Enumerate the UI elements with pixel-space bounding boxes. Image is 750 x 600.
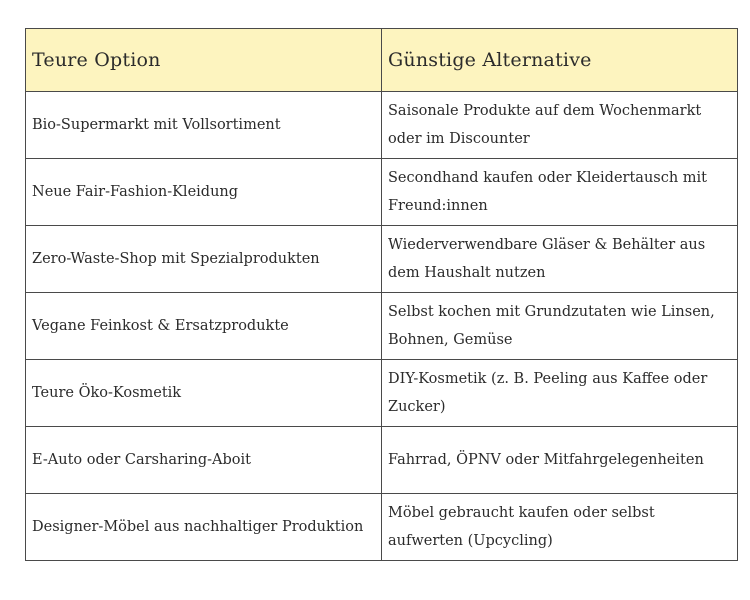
header-expensive-option: Teure Option [26,29,382,92]
cheap-alternative-cell: DIY-Kosmetik (z. B. Peeling aus Kaffee oder Zucker) [382,360,738,427]
cheap-alternative-cell: Wiederverwendbare Gläser & Behälter aus dem Haushalt nutzen [382,226,738,293]
expensive-option-cell: Bio-Supermarkt mit Vollsortiment [26,92,382,159]
cheap-alternative-cell: Selbst kochen mit Grundzutaten wie Linsen, Bohnen, Gemüse [382,293,738,360]
expensive-option-cell: Neue Fair-Fashion-Kleidung [26,159,382,226]
comparison-table-container [25,28,737,561]
expensive-option-cell: Zero-Waste-Shop mit Spezialprodukten [26,226,382,293]
header-cheap-alternative: Günstige Alternative [382,29,738,92]
table-row [26,494,738,561]
table-row [26,226,738,293]
cheap-alternative-cell: Möbel gebraucht kaufen oder selbst aufwerten (Upcycling) [382,494,738,561]
expensive-option-cell: Vegane Feinkost & Ersatzprodukte [26,293,382,360]
table-row [26,427,738,494]
comparison-table [25,28,738,561]
cheap-alternative-cell: Secondhand kaufen oder Kleidertausch mit Freund:innen [382,159,738,226]
table-row [26,92,738,159]
table-header-row [26,29,738,92]
table-row [26,159,738,226]
expensive-option-cell: Designer-Möbel aus nachhaltiger Produktion [26,494,382,561]
expensive-option-cell: Teure Öko-Kosmetik [26,360,382,427]
expensive-option-cell: E-Auto oder Carsharing-Aboit [26,427,382,494]
table-row [26,293,738,360]
cheap-alternative-cell: Fahrrad, ÖPNV oder Mitfahrgelegenheiten [382,427,738,494]
table-row [26,360,738,427]
cheap-alternative-cell: Saisonale Produkte auf dem Wochenmarkt oder im Discounter [382,92,738,159]
